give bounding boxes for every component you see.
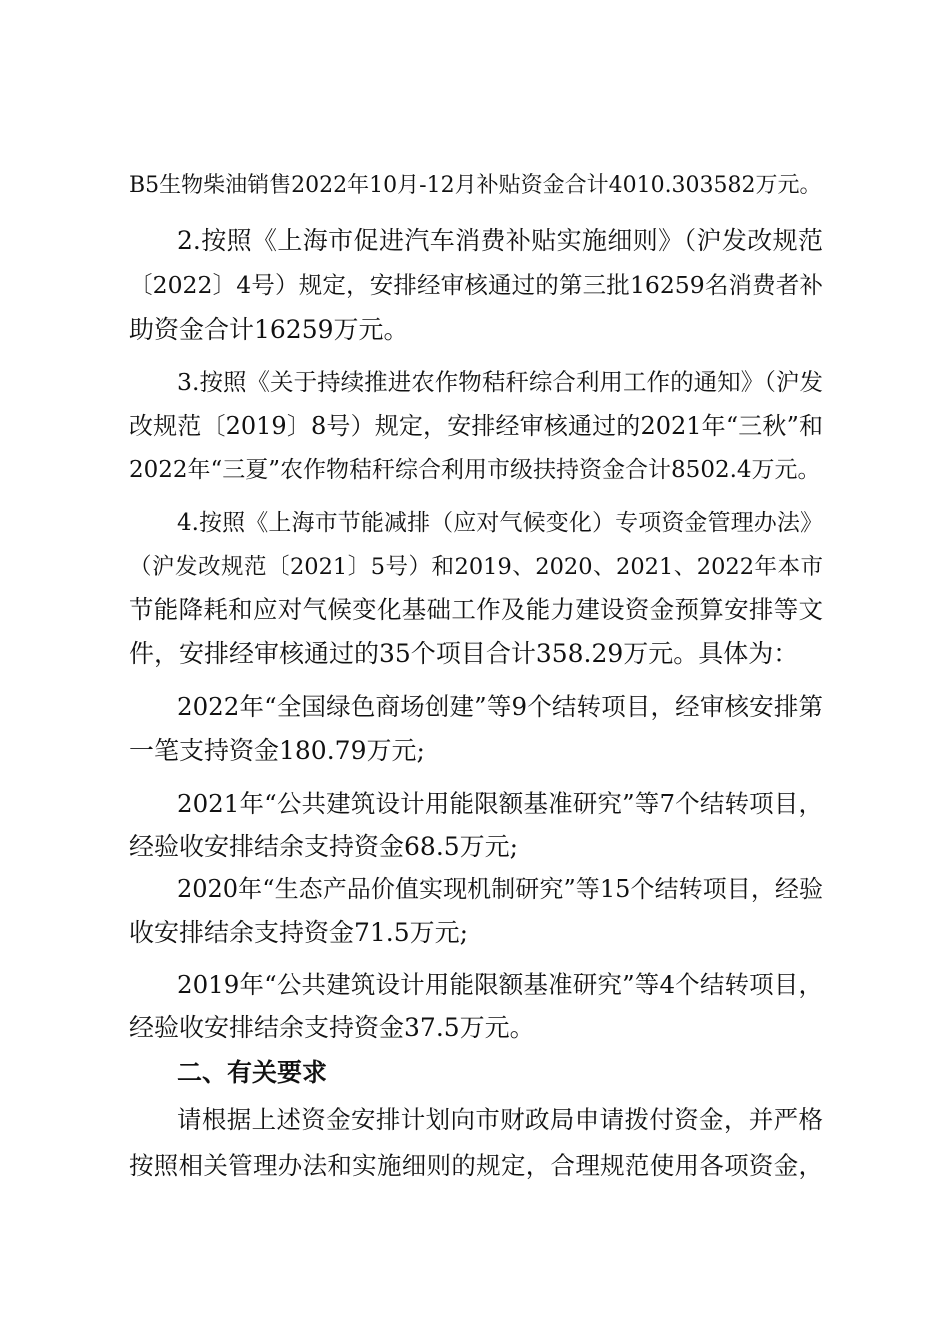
text-line-18: 2019年“公共建筑设计用能限额基准研究”等4个结转项目， <box>177 970 823 999</box>
text-line-10: 节能降耗和应对气候变化基础工作及能力建设资金预算安排等文 <box>129 595 823 624</box>
text-line-21: 请根据上述资金安排计划向市财政局申请拨付资金，并严格 <box>177 1105 823 1134</box>
text-line-22: 按照相关管理办法和实施细则的规定，合理规范使用各项资金， <box>129 1151 823 1180</box>
text-line-16: 2020年“生态产品价值实现机制研究”等15个结转项目，经验 <box>177 875 823 903</box>
text-line-5: 3.按照《关于持续推进农作物秸秆综合利用工作的通知》（沪发 <box>177 368 823 396</box>
text-line-4: 助资金合计16259万元。 <box>129 315 409 344</box>
text-line-7: 2022年“三夏”农作物秸秆综合利用市级扶持资金合计8502.4万元。 <box>129 457 821 483</box>
text-line-1: B5生物柴油销售2022年10月-12月补贴资金合计4010.303582万元。 <box>129 173 822 198</box>
text-line-15: 经验收安排结余支持资金68.5万元; <box>129 832 519 861</box>
text-line-12: 2022年“全国绿色商场创建”等9个结转项目，经审核安排第 <box>177 692 823 721</box>
text-line-3: 〔2022〕4号）规定，安排经审核通过的第三批16259名消费者补 <box>129 271 823 299</box>
text-line-14: 2021年“公共建筑设计用能限额基准研究”等7个结转项目， <box>177 789 823 818</box>
text-line-19: 经验收安排结余支持资金37.5万元。 <box>129 1013 535 1042</box>
text-line-13: 一笔支持资金180.79万元; <box>129 736 425 765</box>
text-line-6: 改规范〔2019〕8号）规定，安排经审核通过的2021年“三秋”和 <box>129 412 823 440</box>
text-line-8: 4.按照《上海市节能减排（应对气候变化）专项资金管理办法》 <box>177 510 823 536</box>
text-line-17: 收安排结余支持资金71.5万元; <box>129 918 469 947</box>
text-line-9: （沪发改规范〔2021〕5号）和2019、2020、2021、2022年本市 <box>129 554 823 580</box>
text-line-2: 2.按照《上海市促进汽车消费补贴实施细则》（沪发改规范 <box>177 226 823 255</box>
text-line-11: 件，安排经审核通过的35个项目合计358.29万元。具体为： <box>129 639 799 668</box>
section-heading: 二、有关要求 <box>177 1058 328 1087</box>
